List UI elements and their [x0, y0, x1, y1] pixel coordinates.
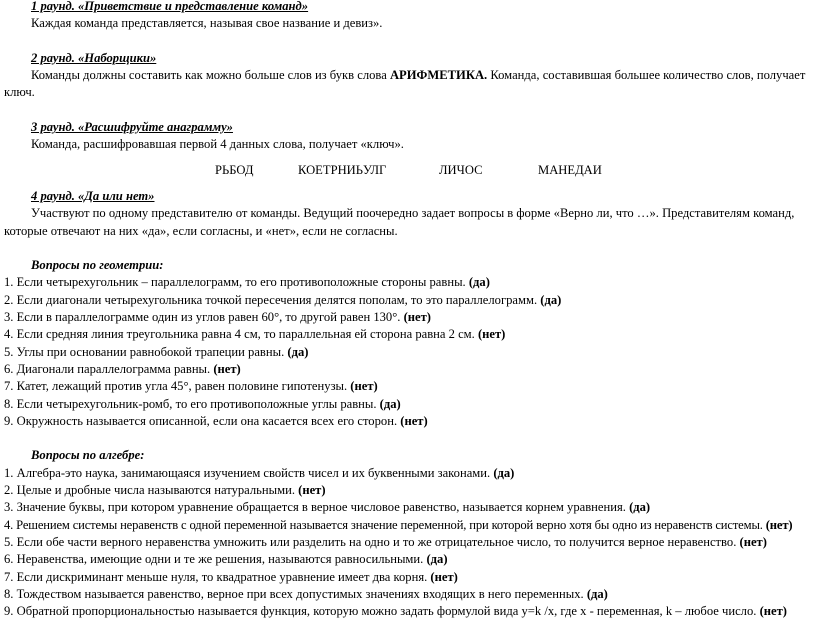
answer-label: (нет) [430, 569, 458, 584]
list-item [4, 378, 812, 395]
round2-word: АРИФМЕТИКА. [389, 68, 488, 83]
question-text: 7. Если дискриминант меньше нуля, то квадратное уравнение имеет два корня. [4, 569, 431, 584]
round2-text-after: Команда, составившая большее количество слов, получает [487, 68, 806, 83]
spacer [4, 430, 812, 447]
question-text: 5. Если обе части верного неравенства умножить или разделить на одно и то же отрицательное число, то получится верное неравенство. [4, 534, 740, 549]
list-item [4, 413, 812, 430]
round4-text-line2: которые отвечают на них «да», если согласны, и «нет», если не согласны. [4, 223, 398, 238]
list-item [4, 517, 812, 534]
list-item [4, 603, 812, 620]
round1-title: 1 раунд. «Приветствие и представление команд» [31, 0, 309, 13]
question-text: 5. Углы при основании равнобокой трапеции равны. [4, 344, 288, 359]
question-text: 3. Значение буквы, при котором уравнение обращается в верное числовое равенство, называется корнем уравнения. [4, 500, 630, 515]
geometry-list [4, 274, 812, 430]
round2-text-wrap: ключ. [4, 85, 35, 100]
list-item [4, 586, 812, 603]
answer-label: (нет) [298, 483, 326, 498]
list-item [4, 465, 812, 482]
round2-text [4, 67, 812, 84]
geometry-title: Вопросы по геометрии: [31, 258, 164, 273]
question-text: 1. Алгебра-это наука, занимающаяся изучением свойств чисел и их буквенными законами. [4, 465, 494, 480]
question-text: 8. Если четырехугольник-ромб, то его противоположные углы равны. [4, 396, 380, 411]
round1-text: Каждая команда представляется, называя свое название и девиз». [31, 16, 383, 31]
question-text: 9. Обратной пропорциональностью называется функция, которую можно задать формулой вида y=k /x, где x - переменная, k – любое число. [4, 604, 760, 619]
round2-text-before: Команды должны составить как можно больше слов из букв слова [31, 68, 390, 83]
answer-label: (да) [426, 552, 448, 567]
list-item [4, 482, 812, 499]
answer-label: (нет) [213, 361, 241, 376]
round3-text: Команда, расшифровавшая первой 4 данных слова, получает «ключ». [31, 137, 404, 152]
list-item [4, 326, 812, 343]
document-page [4, 0, 812, 620]
list-item [4, 534, 812, 551]
algebra-list [4, 465, 812, 620]
question-text: 1. Если четырехугольник – параллелограмм, то его противоположные стороны равны. [4, 275, 469, 290]
question-text: 2. Целые и дробные числа называются натуральными. [4, 483, 299, 498]
list-item [4, 309, 812, 326]
spacer [4, 240, 812, 257]
answer-label: (нет) [477, 327, 506, 342]
answer-label: (да) [468, 275, 490, 290]
answer-label: (да) [287, 344, 309, 359]
question-text: 8. Тождеством называется равенство, верное при всех допустимых значениях входящих в него переменных. [4, 586, 587, 601]
question-text: 6. Диагонали параллелограмма равны. [4, 361, 214, 376]
answer-label: (да) [540, 292, 562, 307]
answer-label: (нет) [350, 379, 378, 394]
question-text: 4. Если средняя линия треугольника равна 4 см, то параллельная ей сторона равна 2 см. [4, 327, 478, 342]
spacer [4, 33, 812, 50]
question-text: 9. Окружность называется описанной, если она касается всех его сторон. [4, 413, 401, 428]
question-text: 7. Катет, лежащий против угла 45°, равен половине гипотенузы. [4, 379, 351, 394]
round2-title: 2 раунд. «Наборщики» [31, 50, 157, 65]
spacer [4, 102, 812, 119]
anagram-word: МАНЕДАИ [538, 162, 602, 177]
answer-label: (да) [493, 465, 515, 480]
list-item [4, 396, 812, 413]
anagram-word: КОЕТРНИЬУЛГ [298, 162, 387, 177]
list-item [4, 344, 812, 361]
answer-label: (нет) [403, 310, 431, 325]
round4-text-line1: Участвуют по одному представителю от команды. Ведущий поочередно задает вопросы в форме «Верно ли, что …». Представителям команд, [31, 206, 795, 221]
list-item [4, 569, 812, 586]
algebra-title: Вопросы по алгебре: [31, 448, 145, 463]
answer-label: (да) [379, 396, 401, 411]
answer-label: (да) [586, 586, 608, 601]
answer-label: (да) [629, 500, 651, 515]
question-text: 3. Если в параллелограмме один из углов равен 60°, то другой равен 130°. [4, 310, 404, 325]
question-text: 2. Если диагонали четырехугольника точкой пересечения делятся пополам, то это параллелограмм. [4, 292, 541, 307]
round3-title: 3 раунд. «Расшифруйте анаграмму» [31, 120, 233, 135]
list-item [4, 274, 812, 291]
answer-label: (нет) [400, 413, 428, 428]
question-text: 6. Неравенства, имеющие одни и те же решения, называются равносильными. [4, 552, 427, 567]
anagram-word: РЬБОД [215, 162, 254, 177]
round4-title: 4 раунд. «Да или нет» [31, 188, 155, 203]
answer-label: (нет) [759, 604, 787, 619]
answer-label: (нет) [739, 534, 767, 549]
question-text: 4. Решением системы неравенств с одной переменной называется значение переменной, при которой верно хотя бы одно из неравенств системы. [4, 517, 766, 532]
answer-label: (нет) [765, 517, 793, 532]
anagram-row [4, 162, 812, 179]
list-item [4, 361, 812, 378]
list-item [4, 292, 812, 309]
anagram-word: ЛИЧОС [439, 162, 483, 177]
list-item [4, 499, 812, 516]
list-item [4, 551, 812, 568]
